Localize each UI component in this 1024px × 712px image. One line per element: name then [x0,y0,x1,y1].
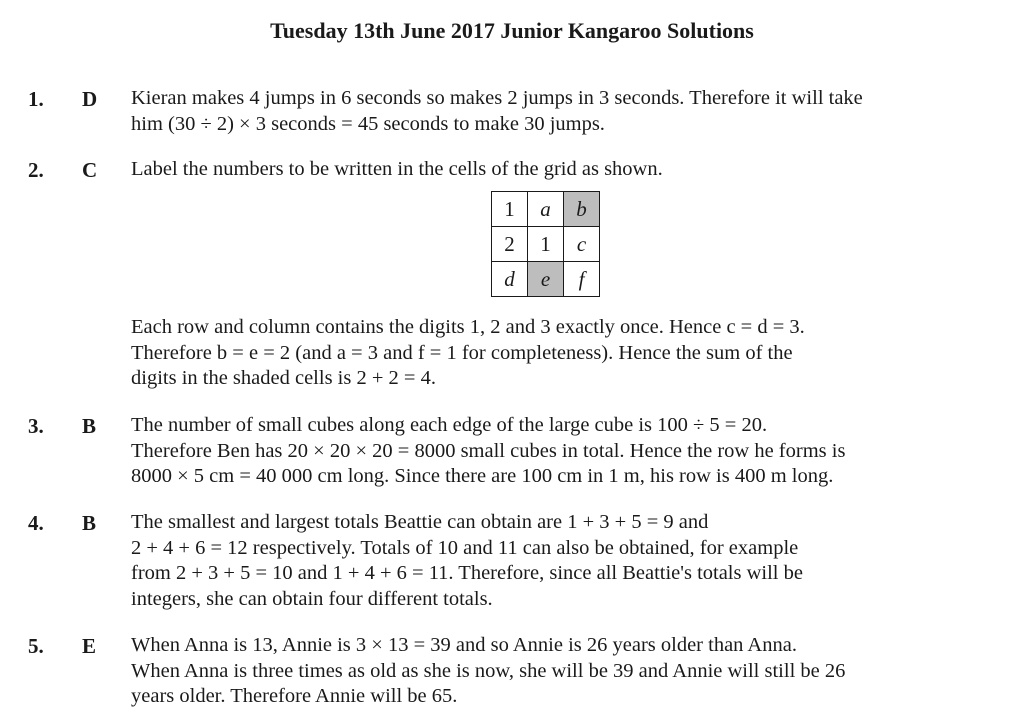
solution-text [131,86,991,137]
solution-text [131,413,991,490]
question-number: 3. [28,414,44,438]
solution-line: years older. Therefore Annie will be 65. [131,685,458,707]
solution-text [131,633,991,710]
grid-cell: d [492,262,528,297]
solution-intro [131,157,991,183]
grid-cell: 2 [492,227,528,262]
grid-cell: c [564,227,600,262]
page-title: Tuesday 13th June 2017 Junior Kangaroo Solutions [270,18,754,43]
grid-row [492,227,600,262]
grid-cell: a [528,192,564,227]
solution-line: 8000 × 5 cm = 40 000 cm long. Since there are 100 cm in 1 m, his row is 400 m long. [131,465,834,487]
solution-line: Therefore b = e = 2 (and a = 3 and f = 1 for completeness). Hence the sum of the [131,341,793,364]
grid-cell: f [564,262,600,297]
answer-letter: B [82,414,97,438]
grid-cell-shaded: e [528,262,564,297]
grid-cell: 1 [528,227,564,262]
grid-row [492,262,600,297]
grid-row [492,192,600,227]
answer-letter: B [82,511,97,535]
solution-line: The number of small cubes along each edge of the large cube is 100 ÷ 5 = 20. [131,414,768,436]
solution-line: Each row and column contains the digits 1, 2 and 3 exactly once. Hence c = d = 3. [131,316,805,338]
grid-cell: 1 [492,192,528,227]
solution-line: him (30 ÷ 2) × 3 seconds = 45 seconds to make 30 jumps. [131,112,605,135]
solution-line: digits in the shaded cells is 2 + 2 = 4. [131,367,436,389]
solution-line: from 2 + 3 + 5 = 10 and 1 + 4 + 6 = 11. Therefore, since all Beattie's totals will be [131,562,803,584]
question-number: 2. [28,158,44,182]
solution-line: integers, she can obtain four different totals. [131,587,493,610]
solution-text [131,315,991,392]
answer-letter: C [82,158,98,182]
solution-line: When Anna is three times as old as she is now, she will be 39 and Annie will still be 26 [131,659,846,682]
question-number: 4. [28,511,44,535]
grid-cell-shaded: b [564,192,600,227]
answer-letter: E [82,634,97,658]
question-number: 1. [28,87,44,111]
solution-line: Kieran makes 4 jumps in 6 seconds so makes 2 jumps in 3 seconds. Therefore it will take [131,87,863,109]
solution-line: Therefore Ben has 20 × 20 × 20 = 8000 small cubes in total. Hence the row he forms is [131,439,846,462]
solution-line: The smallest and largest totals Beattie can obtain are 1 + 3 + 5 = 9 and [131,511,709,533]
question-number: 5. [28,634,44,658]
solution-text [131,510,991,612]
solution-line: Label the numbers to be written in the cells of the grid as shown. [131,158,663,180]
solution-line: When Anna is 13, Annie is 3 × 13 = 39 and so Annie is 26 years older than Anna. [131,634,797,656]
answer-letter: D [82,87,98,111]
solution-line: 2 + 4 + 6 = 12 respectively. Totals of 10 and 11 can also be obtained, for example [131,536,799,559]
number-grid [491,191,600,297]
